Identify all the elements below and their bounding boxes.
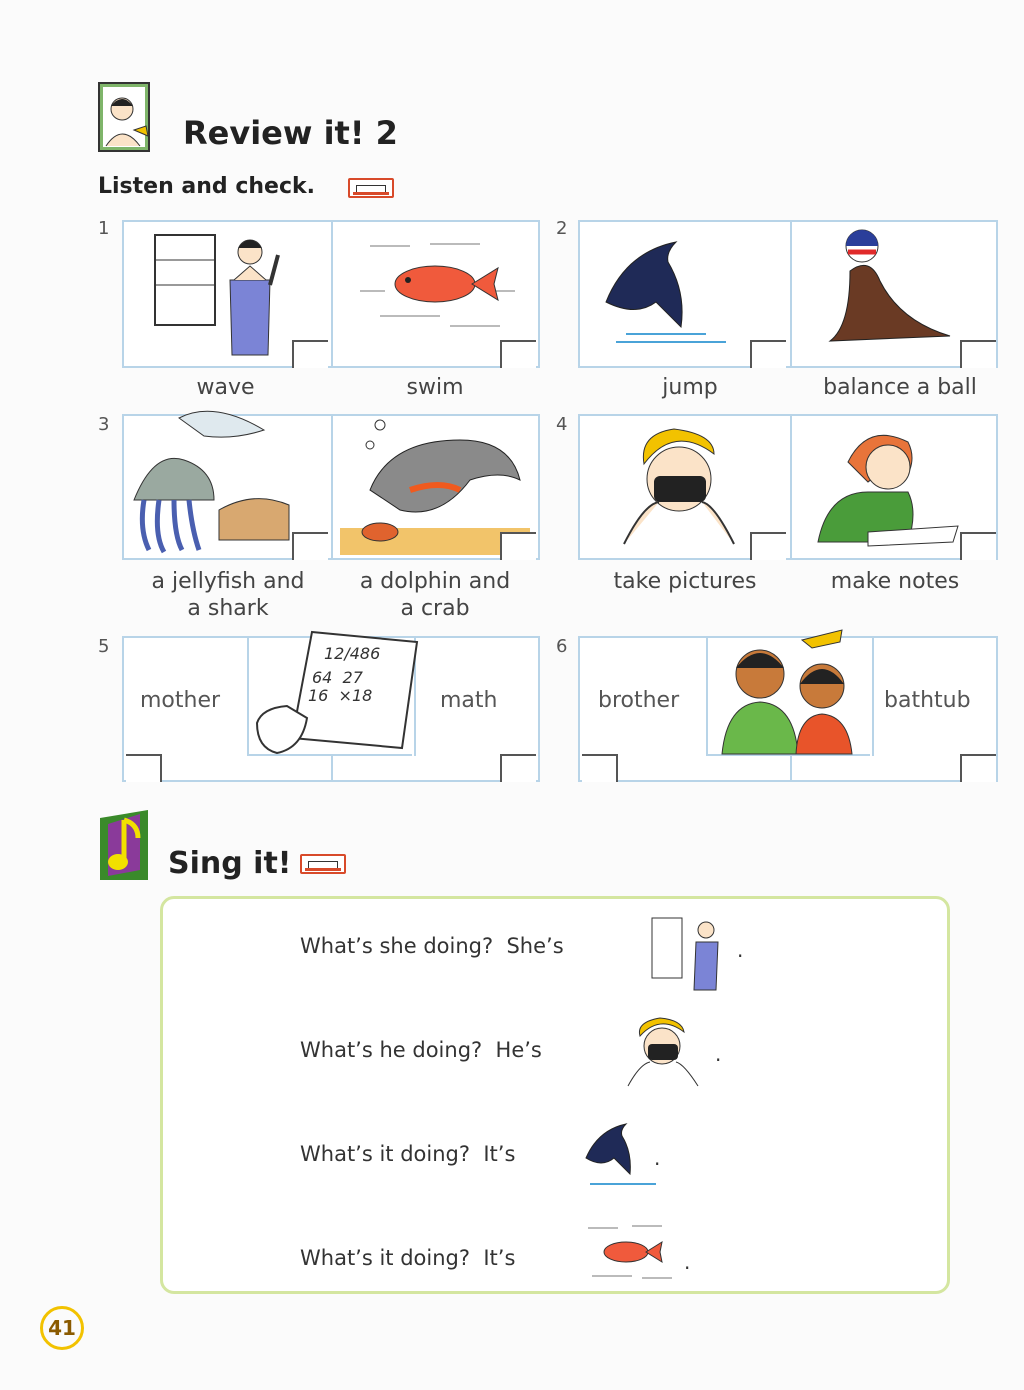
caption-1-right: swim	[406, 375, 464, 400]
checkbox-6-left[interactable]	[582, 754, 618, 782]
checkbox-4-left[interactable]	[750, 532, 786, 560]
checkbox-2-right[interactable]	[960, 340, 996, 368]
word-6-left: brother	[598, 688, 680, 713]
checkbox-1-left[interactable]	[292, 340, 328, 368]
song-line-1: What’s she doing? She’s	[300, 934, 564, 958]
page-title: Review it! 2	[183, 114, 398, 152]
paper-line-2: 64 27	[312, 668, 363, 687]
checkbox-3-right[interactable]	[500, 532, 536, 560]
checkbox-2-left[interactable]	[750, 340, 786, 368]
exercise-number: 4	[556, 414, 568, 435]
checkbox-1-right[interactable]	[500, 340, 536, 368]
caption-3-left-line1: a jellyfish and	[151, 569, 305, 594]
instruction-text: Listen and check.	[98, 174, 315, 199]
cassette-tape-icon[interactable]	[300, 854, 346, 874]
song-line-4: What’s it doing? It’s	[300, 1246, 516, 1270]
cassette-tape-icon[interactable]	[348, 178, 394, 198]
boy-portrait-icon	[98, 82, 150, 152]
caption-3-right	[330, 568, 540, 622]
exercise-number: 5	[98, 636, 110, 657]
exercise-number: 3	[98, 414, 110, 435]
song-blank-dot: .	[715, 1042, 722, 1066]
sea-lion-ball-image	[820, 226, 970, 356]
fish-swimming-image	[360, 236, 520, 336]
dolphin-jumping-image	[596, 232, 746, 352]
brother-sister-image	[712, 624, 868, 760]
exercise-number: 1	[98, 218, 110, 239]
checkbox-3-left[interactable]	[292, 532, 328, 560]
caption-2-right: balance a ball	[823, 375, 977, 400]
caption-3-right-line1: a dolphin and	[359, 569, 511, 594]
caption-3-right-line2: a crab	[400, 596, 470, 621]
page-number: 41	[48, 1316, 76, 1340]
woman-waving-image	[150, 230, 290, 360]
word-5-left: mother	[140, 688, 221, 713]
song-blank-dot: .	[684, 1250, 691, 1274]
boy-camera-thumbnail	[622, 1014, 706, 1090]
song-line-2: What’s he doing? He’s	[300, 1038, 542, 1062]
caption-1-left: wave	[196, 375, 255, 400]
caption-2-left: jump	[662, 375, 718, 400]
music-note-icon	[98, 810, 150, 880]
checkbox-5-right[interactable]	[500, 754, 536, 782]
checkbox-4-right[interactable]	[960, 532, 996, 560]
checkbox-6-right[interactable]	[960, 754, 996, 782]
woman-waving-thumbnail	[648, 912, 728, 992]
word-6-right: bathtub	[884, 688, 971, 713]
paper-line-3: 16 ×18	[308, 686, 373, 705]
math-paper-image	[252, 628, 422, 758]
paper-line-1: 12/486	[324, 644, 381, 663]
caption-4-right: make notes	[830, 569, 960, 594]
exercise-number: 2	[556, 218, 568, 239]
caption-3-left-line2: a shark	[187, 596, 269, 621]
song-blank-dot: .	[654, 1146, 661, 1170]
checkbox-5-left[interactable]	[126, 754, 162, 782]
fish-thumbnail	[582, 1222, 678, 1282]
caption-4-left: take pictures	[613, 569, 757, 594]
sing-title: Sing it!	[168, 846, 292, 881]
caption-3-left	[122, 568, 334, 622]
song-line-3: What’s it doing? It’s	[300, 1142, 516, 1166]
girl-writing-image	[808, 422, 968, 552]
jellyfish-shark-image	[124, 400, 304, 558]
word-5-right: math	[440, 688, 498, 713]
page-number-badge	[40, 1306, 84, 1350]
boy-camera-image	[614, 424, 764, 554]
exercise-number: 6	[556, 636, 568, 657]
song-blank-dot: .	[737, 938, 744, 962]
